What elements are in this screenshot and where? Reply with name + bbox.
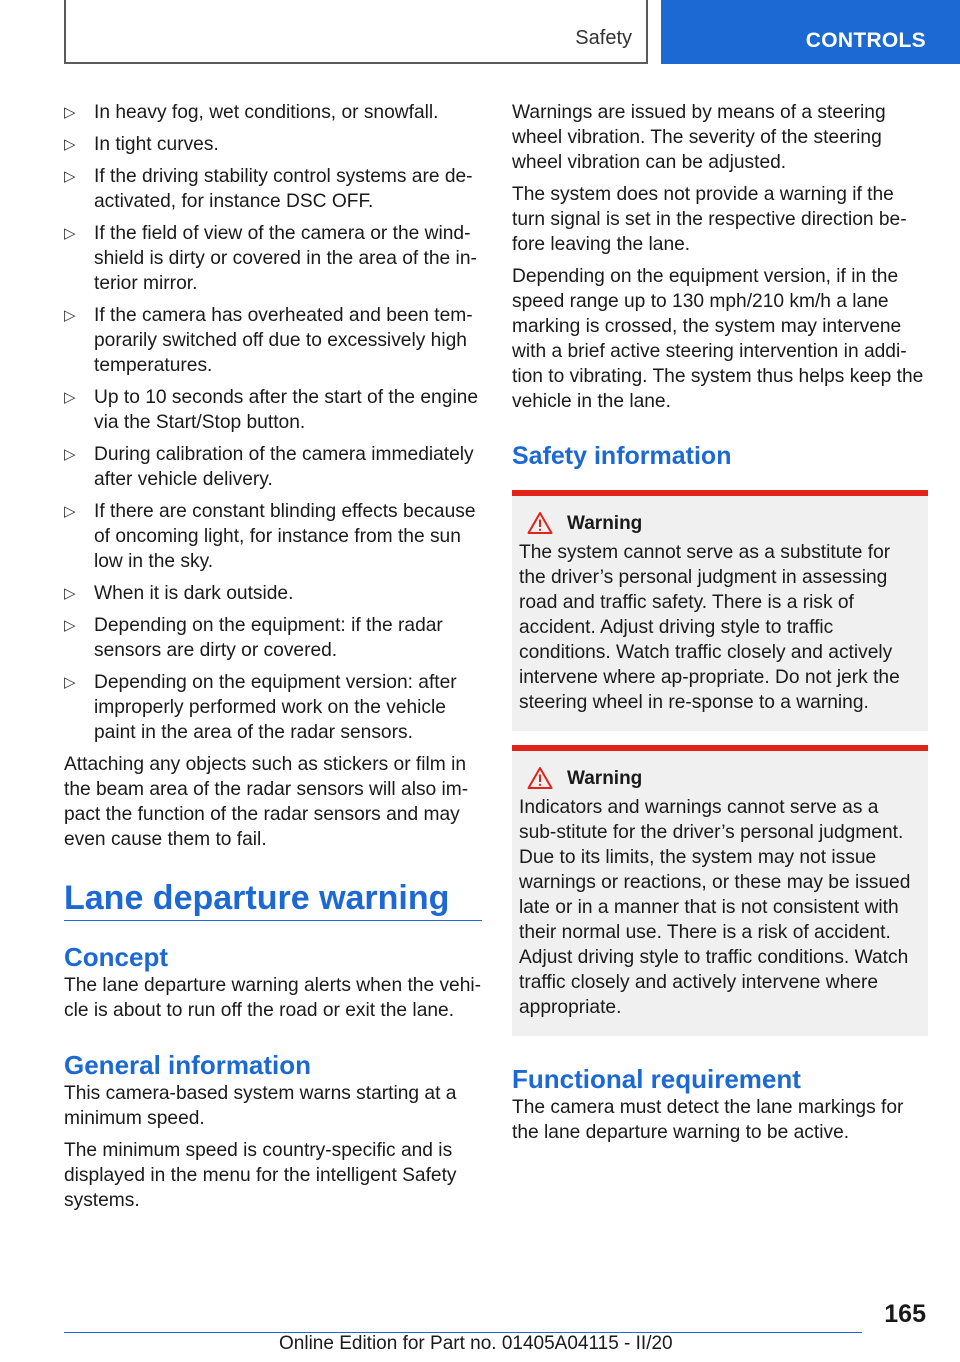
triangle-bullet-icon: ▷ [64, 307, 76, 324]
list-item: ▷ If the camera has overheated and been tem-porarily switched off due to excessively high temperatures. [64, 305, 473, 376]
list-item: ▷ When it is dark outside. [64, 583, 294, 604]
warning-text: Indicators and warnings cannot serve as a sub-stitute for the driver’s personal judgment. Due to its limits, the system may not issue warnings or reactions, or these may be issued late or in a manner that is not consistent with their normal use. There is a risk of accident. Adjust driving style to traffic conditions. Watch traffic closely and actively intervene where appropriate. [519, 797, 911, 1018]
list-item: ▷ If the field of view of the camera or the wind-shield is dirty or covered in the area of the in-terior mirror. [64, 223, 477, 294]
triangle-bullet-icon: ▷ [64, 585, 76, 602]
radar-paragraph: Attaching any objects such as stickers or film in the beam area of the radar sensors will also im-pact the function of the radar sensors and may even cause them to fail. [64, 754, 469, 850]
triangle-bullet-icon: ▷ [64, 503, 76, 520]
warning-text: The system cannot serve as a substitute for the driver’s personal judgment in assessing road and traffic safety. There is a risk of accident. Adjust driving style to traffic conditions. Watch traffic closely and actively intervene where ap-propriate. Do not jerk the steering wheel in re-sponse to a warning. [519, 542, 900, 713]
list-item: ▷ In heavy fog, wet conditions, or snowfall. [64, 102, 439, 123]
warning-box [512, 745, 928, 1036]
bullet-list [64, 100, 482, 745]
general-paragraph-2: The minimum speed is country-specific and is displayed in the menu for the intelligent Safety systems. [64, 1140, 457, 1211]
general-information-heading: General information [64, 1050, 312, 1080]
right-column [512, 100, 928, 1152]
list-item: ▷ Depending on the equipment: if the radar sensors are dirty or covered. [64, 615, 443, 661]
list-item: ▷ During calibration of the camera immediately after vehicle delivery. [64, 444, 474, 490]
triangle-bullet-icon: ▷ [64, 104, 76, 121]
warning-title: Warning [567, 512, 643, 534]
turn-signal-paragraph: The system does not provide a warning if the turn signal is set in the respective direction be-fore leaving the lane. [512, 184, 907, 255]
triangle-bullet-icon: ▷ [64, 674, 76, 691]
list-item: ▷ Depending on the equipment version: after improperly performed work on the vehicle paint in the area of the radar sensors. [64, 672, 457, 743]
header-section-tab [64, 0, 648, 64]
warning-title: Warning [567, 767, 643, 789]
warning-triangle-icon [527, 766, 553, 790]
header-chapter-tab [661, 0, 960, 64]
list-item: ▷ Up to 10 seconds after the start of the engine via the Start/Stop button. [64, 387, 478, 433]
edition-footer: Online Edition for Part no. 01405A04115 - II/20 [279, 1333, 673, 1354]
triangle-bullet-icon: ▷ [64, 168, 76, 185]
page-number: 165 [884, 1300, 926, 1328]
safety-information-heading: Safety information [512, 442, 732, 470]
triangle-bullet-icon: ▷ [64, 617, 76, 634]
warning-triangle-icon [527, 511, 553, 535]
steering-intervention-paragraph: Depending on the equipment version, if in the speed range up to 130 mph/210 km/h a lane marking is crossed, the system may intervene with a brief active steering intervention in addi-tion to vibrating. The system thus helps keep the vehicle in the lane. [512, 266, 924, 412]
header-chapter-label: CONTROLS [805, 29, 926, 52]
left-column [64, 100, 482, 1220]
triangle-bullet-icon: ▷ [64, 225, 76, 242]
triangle-bullet-icon: ▷ [64, 389, 76, 406]
warning-header [519, 510, 921, 536]
functional-paragraph: The camera must detect the lane markings for the lane departure warning to be active. [512, 1097, 904, 1143]
concept-heading: Concept [64, 942, 168, 972]
concept-paragraph: The lane departure warning alerts when the vehi-cle is about to run off the road or exit the lane. [64, 975, 482, 1021]
header-section-label: Safety [575, 27, 632, 49]
vibration-paragraph: Warnings are issued by means of a steering wheel vibration. The severity of the steering wheel vibration can be adjusted. [512, 102, 886, 173]
list-item: ▷ If the driving stability control systems are de-activated, for instance DSC OFF. [64, 166, 473, 212]
triangle-bullet-icon: ▷ [64, 446, 76, 463]
general-paragraph-1: This camera-based system warns starting at a minimum speed. [64, 1083, 457, 1129]
functional-requirement-heading: Functional requirement [512, 1064, 801, 1094]
triangle-bullet-icon: ▷ [64, 136, 76, 153]
list-item: ▷ If there are constant blinding effects because of oncoming light, for instance from the sun low in the sky. [64, 501, 476, 572]
list-item: ▷ In tight curves. [64, 134, 219, 155]
lane-departure-heading: Lane departure warning [64, 878, 482, 921]
warning-header [519, 765, 921, 791]
warning-box [512, 490, 928, 731]
